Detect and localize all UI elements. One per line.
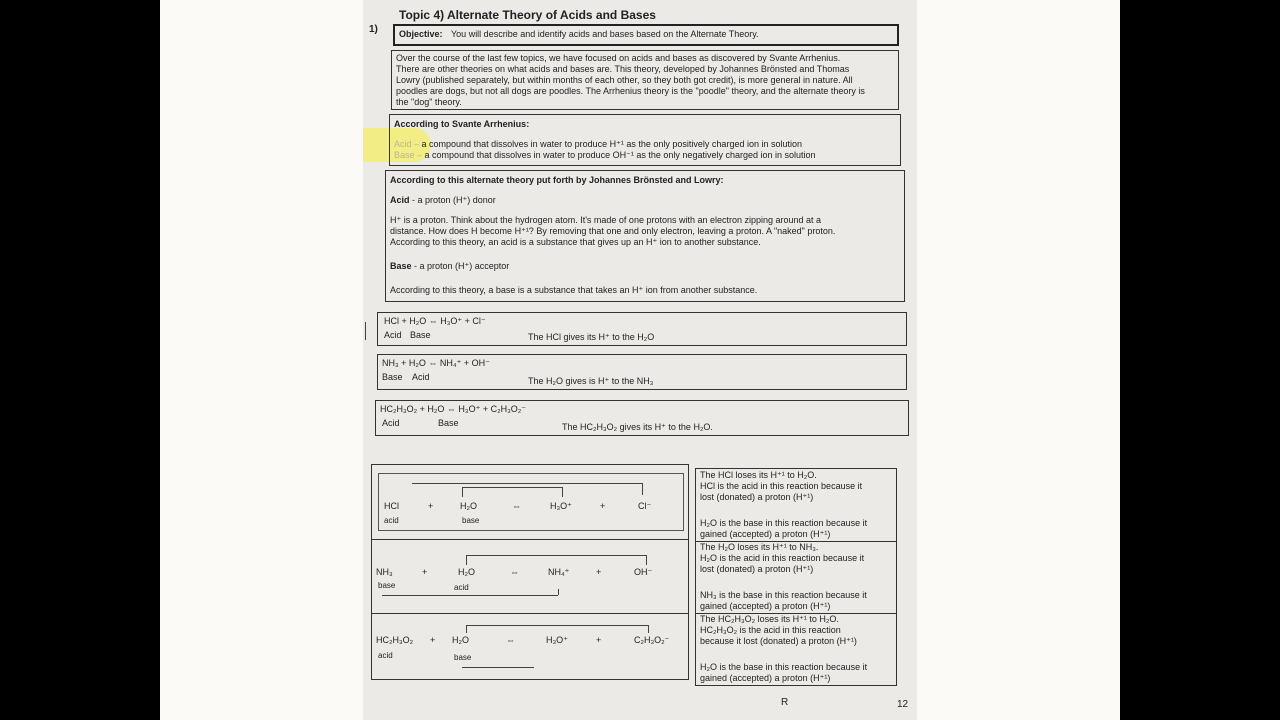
species: Cl⁻ <box>638 501 652 511</box>
reaction-label-1: Acid <box>382 418 400 428</box>
footer-mark: R <box>781 697 789 708</box>
reaction-equation: HC₂H₃O₂ + H₂O ⇔ H₃O⁺ + C₂H₃O₂⁻ <box>380 404 526 414</box>
plus-sign: + <box>596 635 602 645</box>
base-def-label: Base <box>390 261 412 271</box>
explanation-line: HCl is the acid in this reaction because it <box>700 481 863 491</box>
plus-sign: + <box>428 501 434 511</box>
explanation-line: lost (donated) a proton (H⁺¹) <box>700 492 814 502</box>
species: HC₂H₃O₂ <box>376 635 414 645</box>
explanation-line: H₂O is the base in this reaction because it <box>700 662 868 672</box>
reaction-label-2: Base <box>438 418 459 428</box>
intro-line: There are other theories on what acids and bases are. This theory, developed by Johannes Brönsted and Thomas <box>396 64 850 74</box>
explanation-line: gained (accepted) a proton (H⁺¹) <box>700 601 831 611</box>
proton-transfer-table <box>371 464 689 680</box>
bronsted-para-line: distance. How does H become H⁺¹? By removing that one and only electron, leaving a proton. A "naked" proton. <box>390 226 836 236</box>
intro-line: Over the course of the last few topics, we have focused on acids and bases as discovered by Svante Arrhenius. <box>396 53 841 63</box>
bronsted-box <box>385 170 905 302</box>
species: H₂O <box>460 501 477 511</box>
species: H₃O⁺ <box>550 501 572 511</box>
explanation-line: gained (accepted) a proton (H⁺¹) <box>700 529 831 539</box>
reaction-note: The H₂O gives is H⁺ to the NH₃ <box>528 376 654 386</box>
species: H₂O <box>452 635 469 645</box>
species: C₂H₃O₂⁻ <box>634 635 670 645</box>
acid-def-label: Acid <box>390 195 410 205</box>
bronsted-para-line: H⁺ is a proton. Think about the hydrogen atom. It's made of one protons with an electron zipping around at a <box>390 215 822 225</box>
species: H₂O <box>458 567 475 577</box>
page-title: Topic 4) Alternate Theory of Acids and Bases <box>399 8 656 22</box>
margin-tick <box>365 322 366 340</box>
explanation-cell <box>696 469 896 542</box>
plus-sign: + <box>422 567 428 577</box>
reaction-box <box>377 312 907 346</box>
role-label: base <box>378 581 396 590</box>
reaction-label-2: Acid <box>412 372 430 382</box>
explanation-line: NH₃ is the base in this reaction because it <box>700 590 867 600</box>
arrhenius-acid-label: Acid – <box>394 139 420 149</box>
explanation-line: H₂O is the acid in this reaction because it <box>700 553 865 563</box>
bronsted-heading: According to this alternate theory put forth by Johannes Brönsted and Lowry: <box>390 175 724 185</box>
explanation-line: The H₂O loses its H⁺¹ to NH₃. <box>700 542 819 552</box>
acid-def-text: - a proton (H⁺) donor <box>409 195 496 205</box>
plus-sign: + <box>600 501 606 511</box>
arrhenius-base-text: a compound that dissolves in water to produce OH⁻¹ as the only negatively charged ion in solution <box>424 150 816 160</box>
explanation-column <box>695 468 897 686</box>
left-margin <box>160 0 363 720</box>
explanation-cell <box>696 613 896 685</box>
objective-box <box>393 24 899 46</box>
explanation-line: The HC₂H₃O₂ loses its H⁺¹ to H₂O. <box>700 614 839 624</box>
reaction-box <box>377 354 907 390</box>
intro-line: the "dog" theory. <box>396 97 462 107</box>
role-label: base <box>462 516 480 525</box>
species: NH₃ <box>376 567 393 577</box>
explanation-cell <box>696 541 896 614</box>
equilibrium-arrow: ⇔ <box>506 635 515 645</box>
reaction-label-2: Base <box>410 330 431 340</box>
intro-line: poodles are dogs, but not all dogs are poodles. The Arrhenius theory is the "poodle" theory, and the alternate theory is <box>396 86 865 96</box>
equilibrium-arrow: ⇔ <box>510 567 519 577</box>
intro-box <box>391 50 899 110</box>
explanation-line: HC₂H₃O₂ is the acid in this reaction <box>700 625 841 635</box>
arrhenius-heading: According to Svante Arrhenius: <box>394 119 530 129</box>
reaction-note: The HCl gives its H⁺ to the H₂O <box>528 332 655 342</box>
reaction-label-1: Acid <box>384 330 402 340</box>
role-label: acid <box>454 583 469 592</box>
arrhenius-box <box>389 114 901 166</box>
worksheet-page <box>363 0 917 720</box>
intro-line: Lowry (published separately, but within months of each other, so they both got credit), is more general in nature. All <box>396 75 853 85</box>
reaction-box <box>375 400 909 436</box>
plus-sign: + <box>430 635 436 645</box>
right-margin <box>917 0 1120 720</box>
table-row <box>372 613 688 679</box>
base-def-text: - a proton (H⁺) acceptor <box>411 261 510 271</box>
explanation-line: The HCl loses its H⁺¹ to H₂O. <box>700 470 817 480</box>
section-number: 1) <box>369 24 378 35</box>
page-number: 12 <box>897 699 909 710</box>
arrhenius-base-label: Base – <box>394 150 423 160</box>
table-row <box>372 539 688 614</box>
reaction-equation: NH₃ + H₂O ⇔ NH₄⁺ + OH⁻ <box>382 358 490 368</box>
bronsted-base-para: According to this theory, a base is a substance that takes an H⁺ ion from another substance. <box>390 285 758 295</box>
role-label: acid <box>384 516 399 525</box>
explanation-line: lost (donated) a proton (H⁺¹) <box>700 564 814 574</box>
arrhenius-acid-text: a compound that dissolves in water to produce H⁺¹ as the only positively charged ion in solution <box>421 139 802 149</box>
species: NH₄⁺ <box>548 567 570 577</box>
reaction-equation: HCl + H₂O ⇔ H₃O⁺ + Cl⁻ <box>384 316 486 326</box>
species: OH⁻ <box>634 567 653 577</box>
species: HCl <box>384 501 399 511</box>
explanation-line: because it lost (donated) a proton (H⁺¹) <box>700 636 857 646</box>
bronsted-para-line: According to this theory, an acid is a substance that gives up an H⁺ ion to another substance. <box>390 237 761 247</box>
objective-text: You will describe and identify acids and bases based on the Alternate Theory. <box>451 29 759 39</box>
reaction-label-1: Base <box>382 372 403 382</box>
role-label: acid <box>378 651 393 660</box>
reaction-note: The HC₂H₃O₂ gives its H⁺ to the H₂O. <box>562 422 713 432</box>
role-label: base <box>454 653 472 662</box>
explanation-line: H₂O is the base in this reaction because it <box>700 518 868 528</box>
plus-sign: + <box>596 567 602 577</box>
equilibrium-arrow: ⇔ <box>512 501 521 511</box>
objective-label: Objective: <box>399 29 443 39</box>
table-row <box>372 465 688 540</box>
explanation-line: gained (accepted) a proton (H⁺¹) <box>700 673 831 683</box>
species: H₃O⁺ <box>546 635 568 645</box>
